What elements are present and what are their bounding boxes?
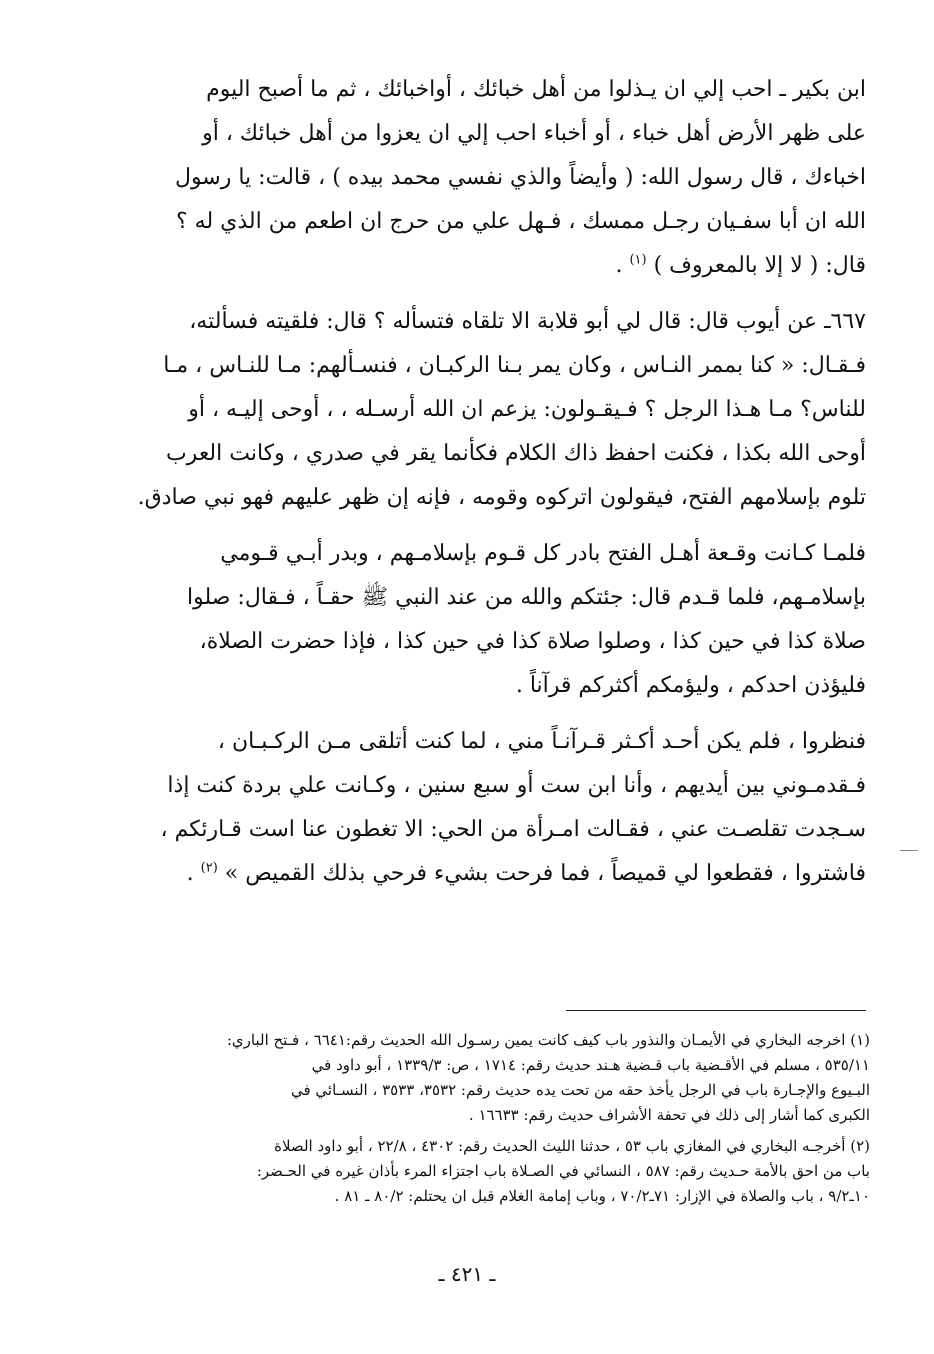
text-line: فليؤذن احدكم ، وليؤمكم أكثركم قرآناً . <box>515 673 866 698</box>
text-line <box>60 852 866 896</box>
text-line: فنظروا ، فلم يكن أحـد أكـثر قـرآنـاً مني ، لما كنت أتلقى مـن الركـبـان ، <box>217 729 866 754</box>
text-line: فـقـال: « كنا بممر النـاس ، وكان يمر بـنا الركبـان ، فنسـألهم: مـا للنـاس ، مـا <box>163 353 866 378</box>
text-line: سـجدت تقلصـت عني ، فقـالت امـرأة من الحي: الا تغطون عنا است قـارئكم ، <box>160 817 866 842</box>
scan-mark <box>900 850 918 851</box>
footnote-line: باب من احق بالأمة حـديث رقم: ٥٨٧ ، النسائي في الصـلاة باب اجتزاء المرء بأذان غيره في الحـضر: <box>256 1162 870 1180</box>
text-line: تلوم بإسلامهم الفتح، فيقولون اتركوه وقومه ، فإنه إن ظهر عليهم فهو نبي صادق. <box>137 485 866 510</box>
page-number: ـ ٤٢١ ـ <box>438 1262 496 1286</box>
text-line <box>60 244 866 288</box>
text-line: اخباءك ، قال رسول الله: ( وأيضاً والذي نفسي محمد بيده ) ، قالت: يا رسول <box>174 165 866 190</box>
text-line: فلمـا كـانت وقـعة أهـل الفتح بادر كل قـوم بإسلامـهم ، وبدر أبـي قـومي <box>220 541 866 566</box>
paragraph-4 <box>60 720 866 896</box>
text-line: فـقدمـوني بين أيديهم ، وأنا ابن ست أو سبع سنين ، وكـانت علي بردة كنت إذا <box>167 773 866 798</box>
footnote-ref-1: (١) <box>629 252 647 268</box>
paragraph-2 <box>60 300 866 520</box>
text-line: الله ان أبا سفـيان رجـل ممسك ، فـهل علي من حرج ان اطعم من الذي له ؟ <box>175 209 866 234</box>
footnote-line: البـيوع والإجـارة باب في الرجل يأخذ حقه من تحت يده حديث رقم: ٣٥٣٢، ٣٥٣٣ ، النسـائي في <box>290 1081 870 1099</box>
footnotes <box>58 1028 870 1215</box>
footnote-line: (٢) أخرجـه البخاري في المغازي باب ٥٣ ، حدثنا الليث الحديث رقم: ٤٣٠٢ ، ٢٢/٨ ، أبو داود الصلاة <box>274 1137 870 1155</box>
footnote-line: الكبرى كما أشار إلى ذلك في تحفة الأشراف حديث رقم: ١٦٦٣٣ . <box>468 1106 870 1124</box>
text-line: للناس؟ مـا هـذا الرجل ؟ فـيقـولون: يزعم ان الله أرسـله ، ، أوحى إليـه ، أو <box>188 397 866 422</box>
text-line: ابن بكير ـ احب إلي ان يـذلوا من أهل خبائك ، أواخبائك ، ثم ما أصبح اليوم <box>206 77 866 102</box>
line-end: . <box>615 253 630 278</box>
paragraph-3 <box>60 532 866 708</box>
footnote-line: ١٠ـ٩/٢ ، باب والصلاة في الإزار: ٧١ـ٧٠/٢ ، وباب إمامة الغلام قبل ان يحتلم: ٨٠/٢ ـ ٨١ . <box>334 1187 870 1205</box>
footnote-1 <box>58 1028 870 1128</box>
text-line-content: فاشتروا ، فقطعوا لي قميصاً ، فما فرحت بشيء فرحي بذلك القميص » <box>224 861 866 886</box>
footnote-separator <box>566 1010 866 1011</box>
text-line: أوحى الله بكذا ، فكنت احفظ ذاك الكلام فكأنما يقر في صدري ، وكانت العرب <box>165 441 866 466</box>
paragraph-1 <box>60 68 866 288</box>
footnote-2 <box>58 1134 870 1209</box>
footnote-ref-2: (٢) <box>200 860 218 876</box>
text-line-content: قال: ( لا إلا بالمعروف ) <box>653 253 866 278</box>
text-line: بإسلامـهم، فلما قـدم قال: جئتكم والله من عند النبي ﷺ حقـاً ، فـقال: صلوا <box>186 585 866 610</box>
main-text <box>60 68 866 908</box>
line-end: . <box>186 861 201 886</box>
footnote-line: ٥٣٥/١١ ، مسلم في الأقـضية باب قـضية هـند حديث رقم: ١٧١٤ ، ص: ١٣٣٩/٣ ، أبو داود في <box>311 1056 870 1074</box>
text-line: على ظهر الأرض أهل خباء ، أو أخباء احب إلي ان يعزوا من أهل خبائك ، أو <box>202 121 866 146</box>
text-line: صلاة كذا في حين كذا ، وصلوا صلاة كذا في حين كذا ، فإذا حضرت الصلاة، <box>199 629 866 654</box>
footnote-line: (١) اخرجه البخاري في الأيمـان والنذور باب كيف كانت يمين رسـول الله الحديث رقم:٦٦٤١ ، فـتح الباري: <box>226 1031 870 1049</box>
text-line: ٦٦٧ـ عن أيوب قال: قال لي أبو قلابة الا تلقاه فتسأله ؟ قال: فلقيته فسألته، <box>189 309 866 334</box>
